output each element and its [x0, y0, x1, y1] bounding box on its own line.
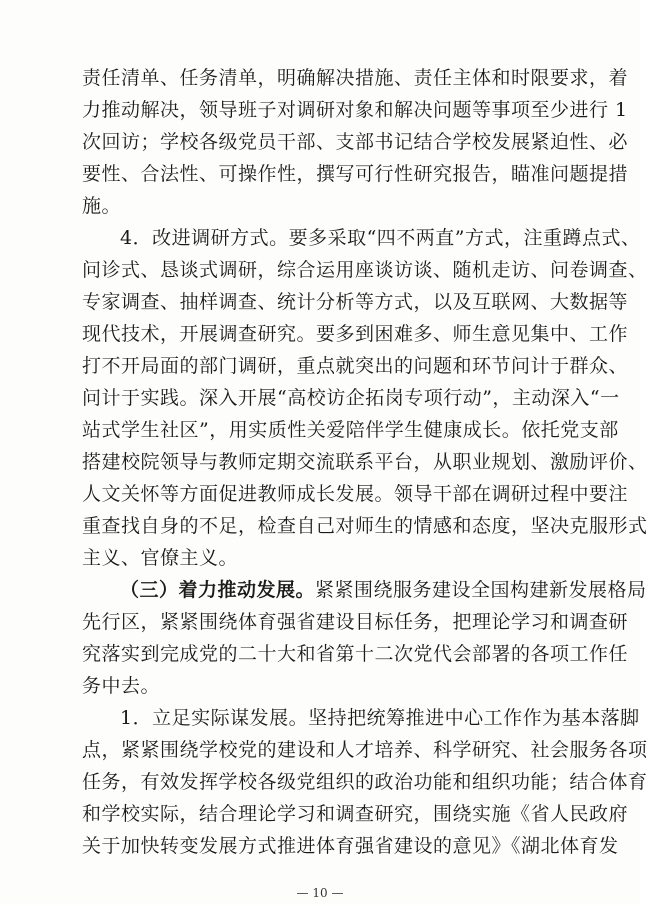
text-line: 次回访；学校各级党员干部、支部书记结合学校发展紧迫性、必: [82, 131, 629, 153]
text-line: 站式学生社区”，用实质性关爱陪伴学生健康成长。依托党支部: [82, 419, 619, 441]
text-line: 先行区，紧紧围绕体育强省建设目标任务，把理论学习和调查研: [82, 611, 629, 633]
text-line: 点，紧紧围绕学校党的建设和人才培养、科学研究、社会服务各项: [82, 739, 648, 761]
text-line: 人文关怀等方面促进教师成长发展。领导干部在调研过程中要注: [82, 483, 629, 505]
text-line: 究落实到完成党的二十大和省第十二次党代会部署的各项工作任: [82, 643, 629, 665]
text-line: 现代技术，开展调查研究。要多到困难多、师生意见集中、工作: [82, 323, 629, 345]
text-line: 重查找自身的不足，检查自己对师生的情感和态度，坚决克服形式: [82, 515, 648, 537]
section-heading: （三）着力推动发展。: [120, 579, 316, 601]
text-line: 力推动解决，领导班子对调研对象和解决问题等事项至少进行 1: [82, 99, 628, 121]
text-line: 要性、合法性、可操作性，撰写可行性研究报告，瞄准问题提措: [82, 163, 629, 185]
text-line: 问计于实践。深入开展“高校访企拓岗专项行动”，主动深入“一: [82, 387, 620, 409]
paragraph-heading-line: 1．立足实际谋发展。坚持把统筹推进中心工作作为基本落脚: [120, 707, 640, 729]
section-heading-line: （三）着力推动发展。紧紧围绕服务建设全国构建新发展格局: [120, 579, 647, 601]
text-line: 搭建校院领导与教师定期交流联系平台，从职业规划、激励评价、: [82, 451, 648, 473]
text-line: 主义、官僚主义。: [82, 547, 239, 569]
text-line: 打不开局面的部门调研，重点就突出的问题和环节问计于群众、: [82, 355, 629, 377]
text-line: 任务，有效发挥学校各级党组织的政治功能和组织功能；结合体育: [82, 771, 648, 793]
text-line: 和学校实际，结合理论学习和调查研究，围绕实施《省人民政府: [82, 803, 629, 825]
text-line: 问诊式、恳谈式调研，综合运用座谈访谈、随机走访、问卷调查、: [82, 259, 648, 281]
text-line: 专家调查、抽样调查、统计分析等方式，以及互联网、大数据等: [82, 291, 629, 313]
text-line: 务中去。: [82, 675, 161, 697]
text-line: 施。: [82, 195, 122, 217]
text-line: 责任清单、任务清单，明确解决措施、责任主体和时限要求，着: [82, 67, 629, 89]
page-number: — 10 —: [296, 886, 344, 900]
text-line: 关于加快转变发展方式推进体育强省建设的意见》《湖北体育发: [82, 835, 619, 857]
paragraph-heading-line: 4．改进调研方式。要多采取“四不两直”方式，注重蹲点式、: [120, 227, 641, 249]
